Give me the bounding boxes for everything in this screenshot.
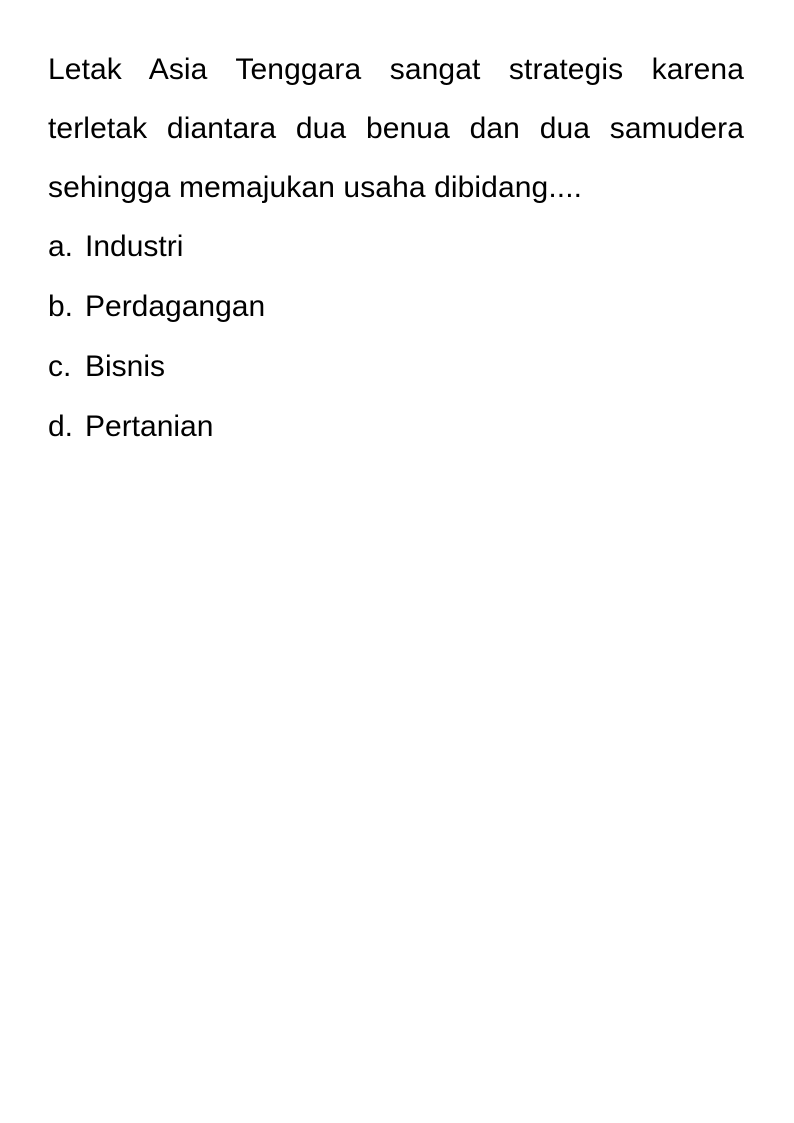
option-c-letter: c. <box>48 350 72 383</box>
option-b <box>48 277 744 337</box>
option-b-text: Perdagangan <box>85 290 266 323</box>
option-d-letter: d. <box>48 410 74 443</box>
document-page <box>48 40 744 457</box>
option-b-letter: b. <box>48 290 74 323</box>
question-text: Letak Asia Tenggara sangat strategis karena terletak diantara dua benua dan dua samudera sehingga memajukan usaha dibidang.... <box>48 53 744 204</box>
option-c <box>48 337 744 397</box>
option-a-letter: a. <box>48 230 74 263</box>
option-a-text: Industri <box>85 230 184 263</box>
option-a <box>48 217 744 277</box>
option-d <box>48 397 744 457</box>
option-d-text: Pertanian <box>85 410 214 443</box>
answer-options <box>48 217 744 457</box>
option-c-text: Bisnis <box>85 350 166 383</box>
